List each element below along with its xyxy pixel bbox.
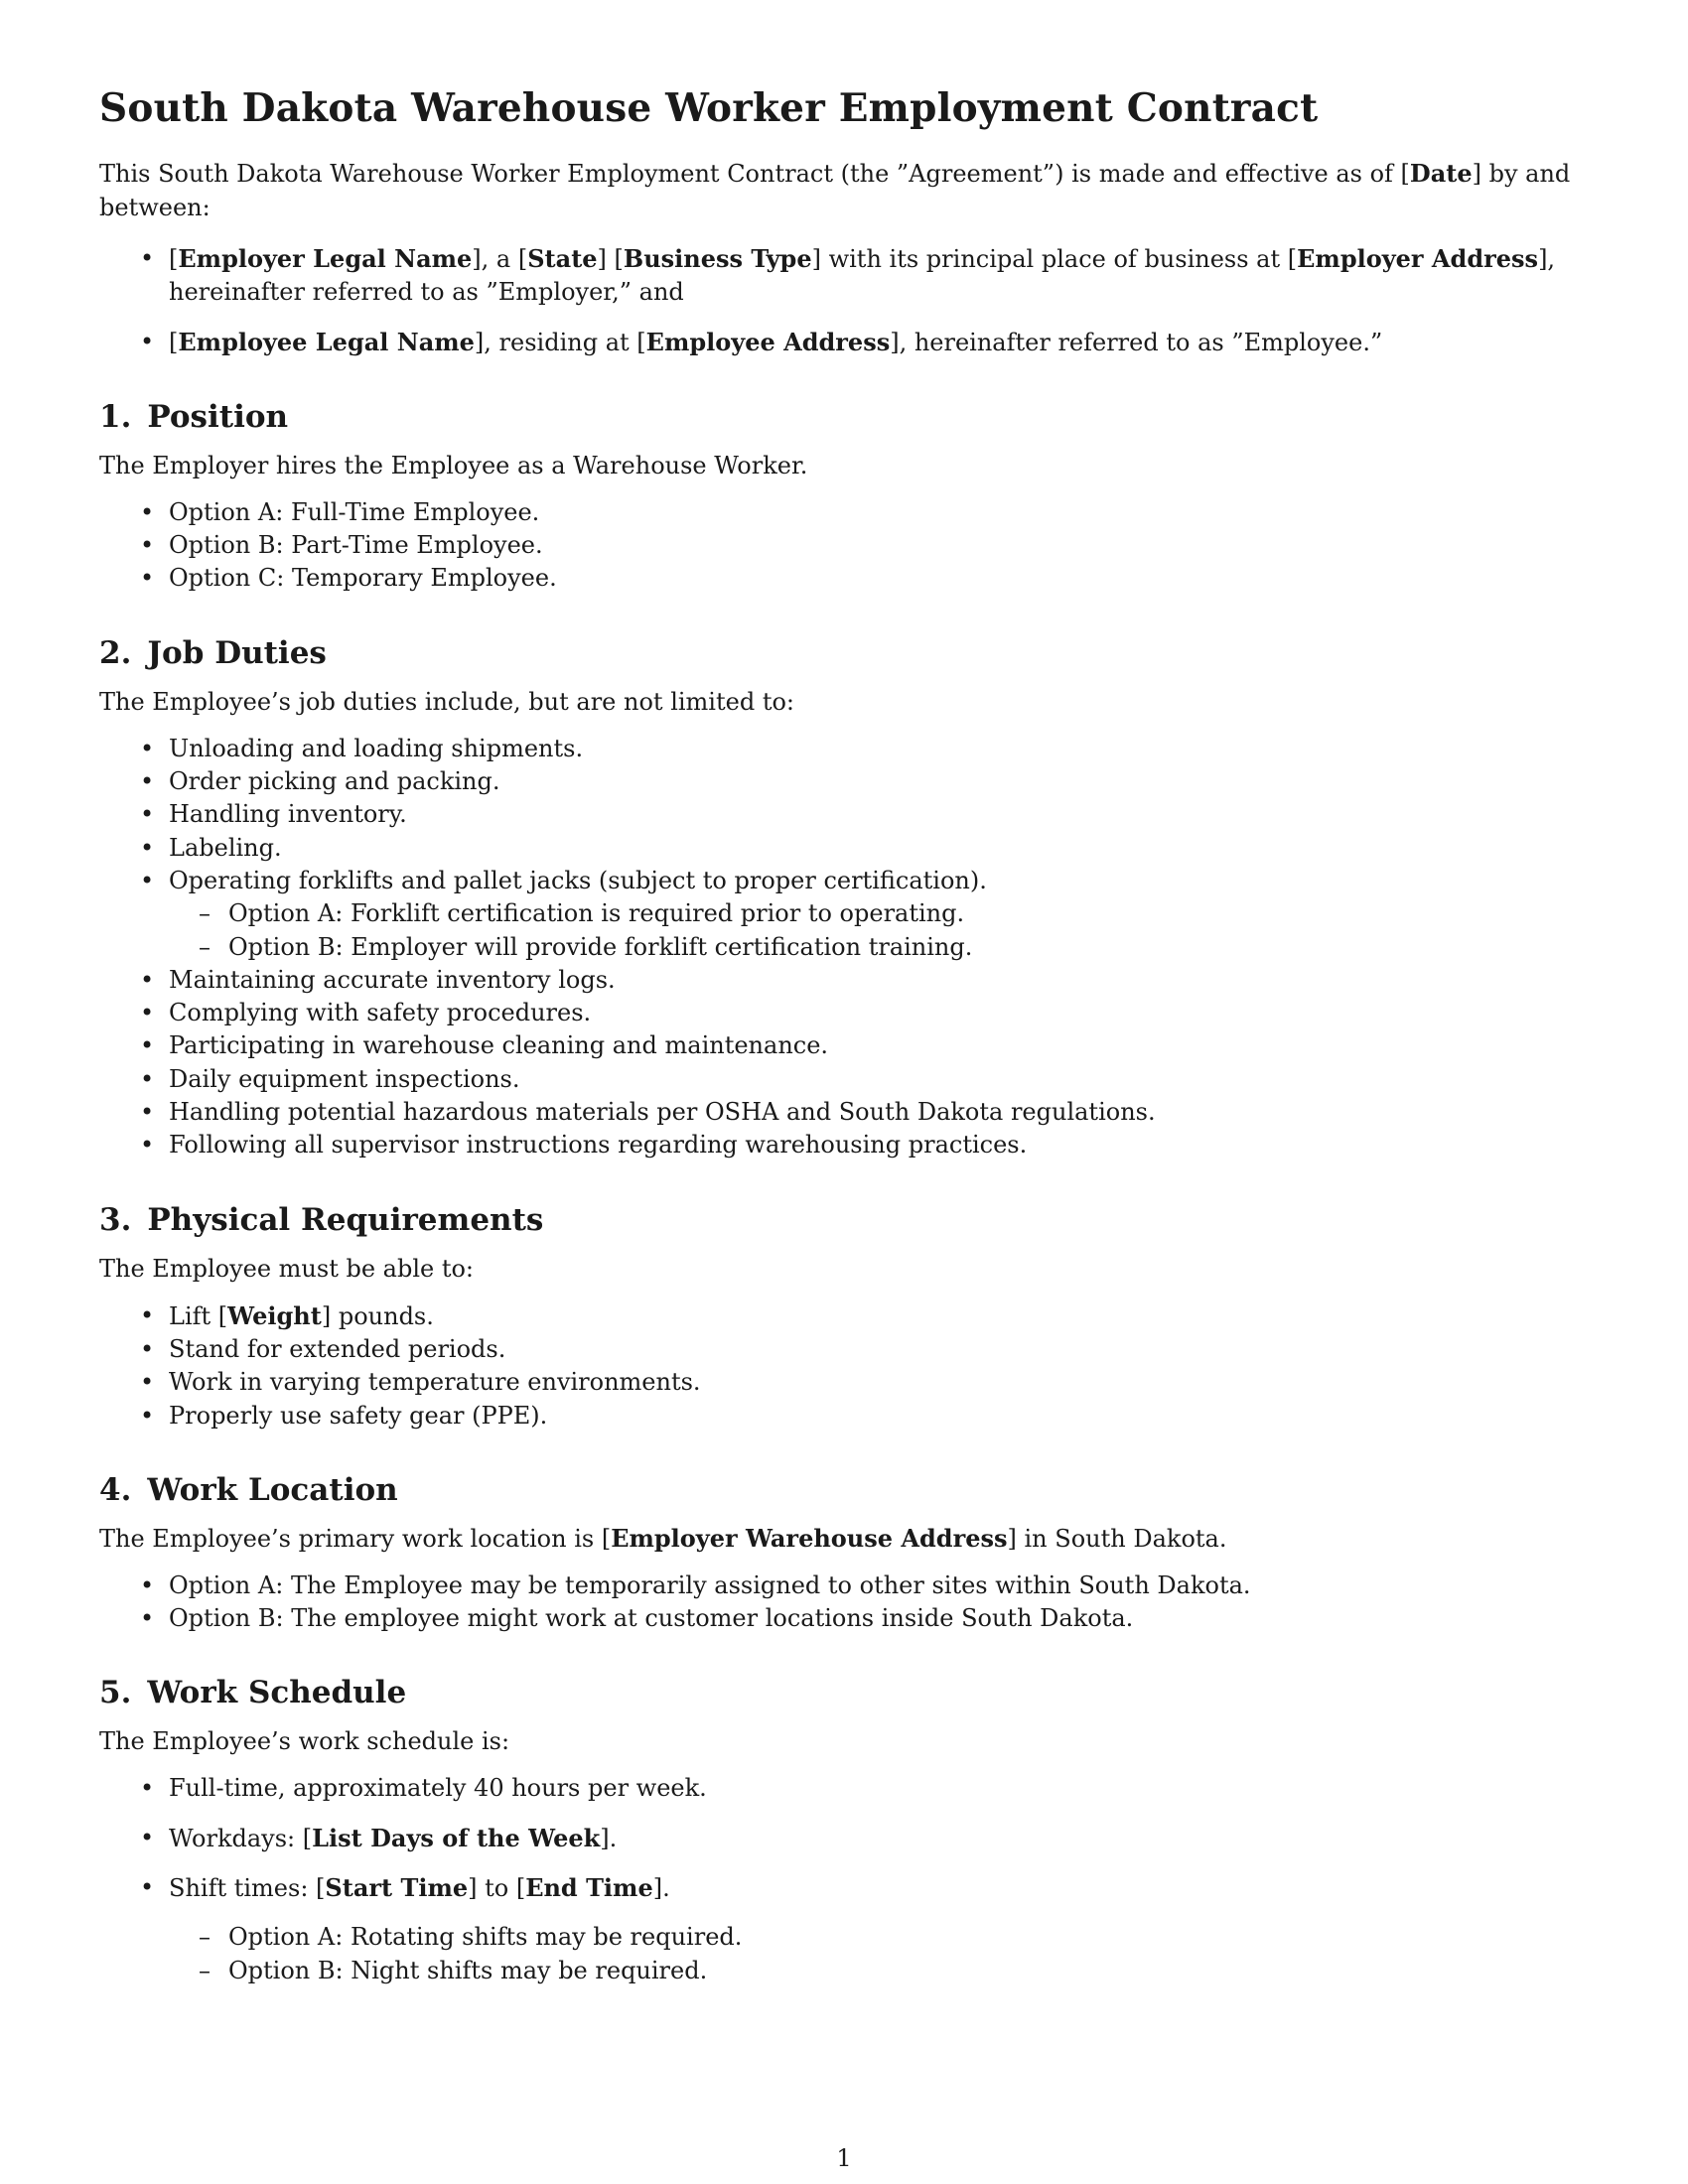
list-item: • Labeling. bbox=[99, 832, 1589, 865]
warehouse-address-placeholder: Employer Warehouse Address bbox=[611, 1523, 1008, 1553]
list-item-workdays: • Workdays: [List Days of the Week]. bbox=[99, 1822, 1589, 1855]
position-options bbox=[99, 496, 1589, 596]
duties-list bbox=[99, 733, 1589, 1162]
list-item: • Properly use safety gear (PPE). bbox=[99, 1400, 1589, 1433]
physical-list bbox=[99, 1299, 1589, 1433]
sub-list-item: – Option B: Employer will provide forklift certification training. bbox=[99, 931, 1589, 964]
section-work-schedule bbox=[99, 1675, 1589, 1986]
list-item: • Handling potential hazardous materials per OSHA and South Dakota regulations. bbox=[99, 1096, 1589, 1129]
section-work-location bbox=[99, 1472, 1589, 1636]
section-lead: The Employee’s primary work location is [Employer Warehouse Address] in South Dakota. bbox=[99, 1523, 1227, 1553]
list-item: • Order picking and packing. bbox=[99, 765, 1589, 798]
list-item-lift: • Lift [Weight] pounds. bbox=[99, 1299, 1589, 1333]
section-lead: The Employee’s job duties include, but are not limited to: bbox=[99, 687, 794, 716]
list-item: • Option A: The Employee may be temporarily assigned to other sites within South Dakota. bbox=[99, 1570, 1589, 1602]
schedule-list bbox=[99, 1772, 1589, 1986]
list-item: • Daily equipment inspections. bbox=[99, 1063, 1589, 1096]
section-heading: 4. Work Location bbox=[99, 1471, 398, 1508]
section-lead: The Employee’s work schedule is: bbox=[99, 1727, 510, 1756]
list-item: • Full-time, approximately 40 hours per week. bbox=[99, 1772, 1589, 1805]
intro-paragraph: This South Dakota Warehouse Worker Employment Contract (the ”Agreement”) is made and effective as of [Date] by and between: bbox=[99, 159, 1571, 221]
list-item: • Handling inventory. bbox=[99, 798, 1589, 831]
location-options bbox=[99, 1570, 1589, 1636]
section-heading: 5. Work Schedule bbox=[99, 1675, 407, 1711]
section-heading: 2. Job Duties bbox=[99, 634, 327, 671]
list-item: • Participating in warehouse cleaning and maintenance. bbox=[99, 1029, 1589, 1062]
list-item: • Complying with safety procedures. bbox=[99, 997, 1589, 1029]
list-item: • Following all supervisor instructions regarding warehousing practices. bbox=[99, 1129, 1589, 1161]
list-item: • Option C: Temporary Employee. bbox=[99, 562, 1589, 595]
list-item: • Unloading and loading shipments. bbox=[99, 733, 1589, 765]
list-item: • Option B: Part-Time Employee. bbox=[99, 529, 1589, 562]
section-heading: 1. Position bbox=[99, 398, 289, 435]
section-heading: 3. Physical Requirements bbox=[99, 1201, 544, 1238]
parties-list bbox=[99, 242, 1589, 359]
date-placeholder: Date bbox=[1409, 159, 1473, 188]
employer-party: • [Employer Legal Name], a [State] [Business Type] with its principal place of business at [Employer Address], hereinafter referred to as ”Employer,” and bbox=[99, 242, 1589, 310]
section-lead: The Employer hires the Employee as a Warehouse Worker. bbox=[99, 451, 808, 479]
sub-list-item: – Option A: Forklift certification is required prior to operating. bbox=[99, 897, 1589, 930]
sub-list-item: – Option A: Rotating shifts may be required. bbox=[99, 1921, 1589, 1954]
list-item: • Maintaining accurate inventory logs. bbox=[99, 964, 1589, 997]
employee-party: • [Employee Legal Name], residing at [Employee Address], hereinafter referred to as ”Employee.” bbox=[99, 326, 1589, 359]
sub-list-item: – Option B: Night shifts may be required. bbox=[99, 1955, 1589, 1987]
section-position bbox=[99, 399, 1589, 596]
weight-placeholder: Weight bbox=[227, 1300, 322, 1330]
list-item: • Option B: The employee might work at customer locations inside South Dakota. bbox=[99, 1602, 1589, 1635]
list-item: • Operating forklifts and pallet jacks (subject to proper certification). bbox=[99, 865, 1589, 897]
section-job-duties bbox=[99, 635, 1589, 1162]
section-lead: The Employee must be able to: bbox=[99, 1254, 475, 1283]
section-physical-requirements bbox=[99, 1202, 1589, 1433]
list-item: • Stand for extended periods. bbox=[99, 1333, 1589, 1366]
list-item: • Work in varying temperature environments. bbox=[99, 1366, 1589, 1399]
document-title: South Dakota Warehouse Worker Employment Contract bbox=[99, 85, 1319, 131]
contract-page bbox=[99, 85, 1589, 1987]
page-number: 1 bbox=[836, 2144, 852, 2172]
list-item: • Option A: Full-Time Employee. bbox=[99, 496, 1589, 529]
list-item-shift: • Shift times: [Start Time] to [End Time]. bbox=[99, 1871, 1589, 1905]
